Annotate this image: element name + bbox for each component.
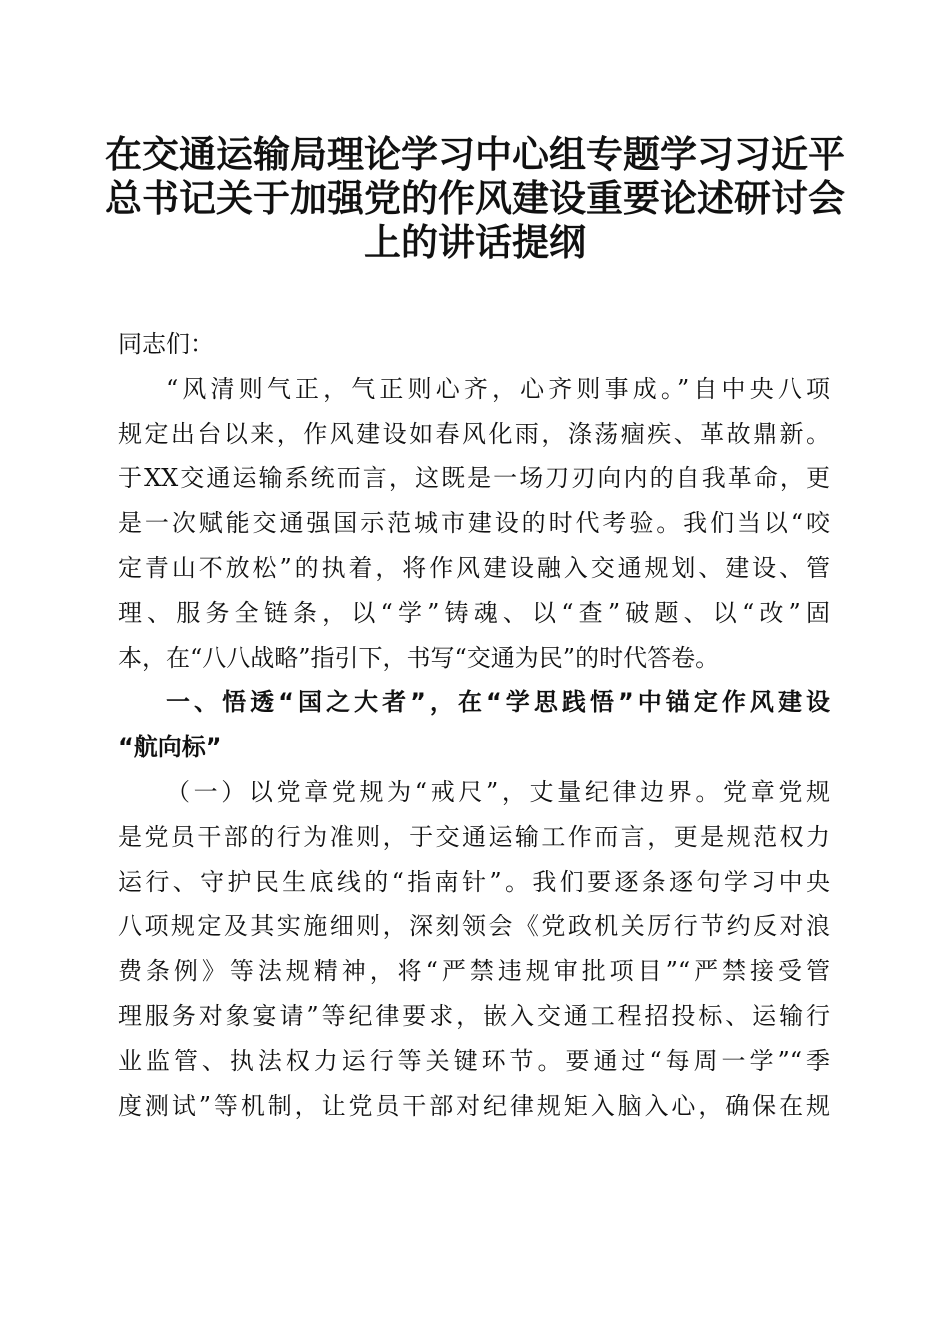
subsection-line: 业监管、执法权力运行等关键环节。要通过“每周一学”“季 — [118, 1046, 830, 1075]
title-line: 上的讲话提纲 — [364, 220, 586, 264]
subsection-line: 理服务对象宴请”等纪律要求，嵌入交通工程招投标、运输行 — [118, 1001, 830, 1030]
section-heading: “航向标” — [118, 733, 222, 762]
section-heading: 一、悟透“国之大者”，在“学思践悟”中锚定作风建设 — [166, 688, 830, 717]
subsection-line: 运行、守护民生底线的“指南针”。我们要逐条逐句学习中央 — [118, 867, 830, 896]
subsection-line: 费条例》等法规精神，将“严禁违规审批项目”“严禁接受管 — [118, 957, 830, 986]
intro-line: 是一次赋能交通强国示范城市建设的时代考验。我们当以“咬 — [118, 509, 830, 538]
subsection-line: 是党员干部的行为准则，于交通运输工作而言，更是规范权力 — [118, 822, 830, 851]
intro-line: 规定出台以来，作风建设如春风化雨，涤荡痼疾、革故鼎新。 — [118, 419, 830, 448]
subsection-line: （一）以党章党规为“戒尺”，丈量纪律边界。党章党规 — [166, 777, 830, 806]
intro-line: 本，在“八八战略”指引下，书写“交通为民”的时代答卷。 — [118, 643, 720, 672]
title-line: 总书记关于加强党的作风建设重要论述研讨会 — [105, 176, 845, 220]
document-title — [100, 132, 850, 264]
intro-line: 于XX交通运输系统而言，这既是一场刀刃向内的自我革命，更 — [118, 464, 830, 493]
title-line: 在交通运输局理论学习中心组专题学习习近平 — [105, 132, 845, 176]
subsection-line: 八项规定及其实施细则，深刻领会《党政机关厉行节约反对浪 — [118, 912, 830, 941]
intro-line: 定青山不放松”的执着，将作风建设融入交通规划、建设、管 — [118, 553, 830, 582]
intro-line: “风清则气正，气正则心齐，心齐则事成。”自中央八项 — [166, 374, 830, 403]
document-body — [118, 322, 830, 1128]
salutation: 同志们： — [118, 330, 214, 358]
subsection-line: 度测试”等机制，让党员干部对纪律规矩入脑入心，确保在规 — [118, 1091, 830, 1120]
intro-line: 理、服务全链条，以“学”铸魂、以“查”破题、以“改”固 — [118, 598, 830, 627]
